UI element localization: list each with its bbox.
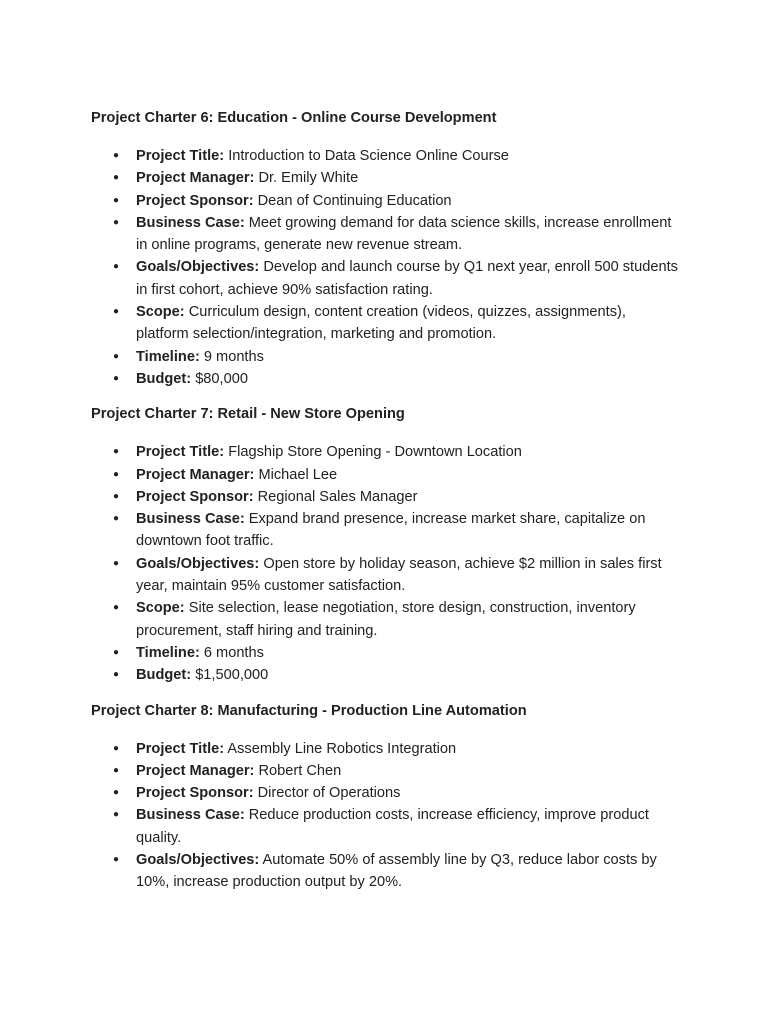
item-label: Budget: (136, 370, 192, 387)
item-value: $1,500,000 (195, 667, 269, 684)
item-label: Timeline: (136, 644, 200, 661)
item-label: Goals/Objectives: (136, 555, 260, 572)
bullet-icon: ● (113, 557, 120, 569)
bullet-icon: ● (113, 513, 120, 525)
item-value: $80,000 (195, 370, 248, 387)
item-label: Project Sponsor: (136, 192, 254, 209)
bullet-icon: ● (113, 854, 120, 866)
list-item (91, 190, 681, 212)
item-value: Regional Sales Manager (257, 488, 418, 505)
charter-details-list (91, 441, 708, 686)
item-value: Develop and launch course by Q1 next year, enroll 500 students in first cohort, achieve 90% satisfaction rating. (136, 259, 678, 298)
bullet-icon: ● (113, 669, 120, 681)
item-label: Timeline: (136, 348, 200, 365)
item-label: Goals/Objectives: (136, 852, 260, 869)
item-value: Meet growing demand for data science skills, increase enrollment in online programs, generate new revenue stream. (136, 214, 672, 254)
list-item (91, 553, 681, 598)
list-item (91, 508, 681, 553)
section-title: Project Charter 8: Manufacturing - Production Line Automation (91, 702, 527, 719)
bullet-icon: ● (113, 446, 120, 458)
item-label: Project Title: (136, 444, 225, 461)
item-value: Robert Chen (258, 762, 342, 779)
item-value: Site selection, lease negotiation, store design, construction, inventory procurement, staff hiring and training. (136, 600, 636, 639)
bullet-icon: ● (113, 261, 120, 273)
bullet-icon: ● (113, 646, 120, 658)
list-item (91, 301, 681, 346)
list-item (91, 368, 681, 390)
bullet-icon: ● (113, 764, 120, 776)
list-item (91, 486, 681, 508)
section-title: Project Charter 6: Education - Online Course Development (91, 110, 497, 126)
item-value: 9 months (203, 348, 264, 365)
item-label: Project Title: (136, 740, 225, 757)
item-label: Project Manager: (136, 466, 255, 483)
item-value: Automate 50% of assembly line by Q3, reduce labor costs by 10%, increase production output by 20%. (136, 852, 657, 891)
list-item (91, 804, 681, 849)
charter-section-7 (91, 404, 708, 686)
list-item (91, 642, 681, 664)
charter-details-list (91, 738, 708, 894)
bullet-icon: ● (113, 172, 120, 184)
list-item (91, 597, 681, 642)
item-value: Flagship Store Opening - Downtown Location (228, 444, 522, 461)
item-value: Dr. Emily White (258, 170, 359, 187)
item-value: Director of Operations (257, 785, 401, 802)
bullet-icon: ● (113, 787, 120, 799)
bullet-icon: ● (113, 372, 120, 384)
item-label: Project Manager: (136, 170, 255, 187)
charter-section-8 (91, 701, 708, 894)
item-label: Business Case: (136, 214, 245, 231)
bullet-icon: ● (113, 216, 120, 228)
item-value: Michael Lee (258, 466, 338, 483)
bullet-icon: ● (113, 150, 120, 161)
bullet-icon: ● (113, 809, 120, 821)
item-value: Reduce production costs, increase efficiency, improve product quality. (136, 807, 649, 846)
bullet-icon: ● (113, 306, 120, 318)
item-label: Scope: (136, 600, 185, 617)
item-label: Business Case: (136, 807, 245, 824)
item-label: Goals/Objectives: (136, 259, 260, 276)
list-item (91, 782, 681, 804)
bullet-icon: ● (113, 350, 120, 362)
bullet-icon: ● (113, 602, 120, 614)
item-label: Business Case: (136, 511, 245, 528)
list-item (91, 760, 681, 782)
item-value: Assembly Line Robotics Integration (227, 740, 457, 757)
item-label: Project Manager: (136, 762, 255, 779)
list-item (91, 441, 681, 463)
item-value: Dean of Continuing Education (257, 192, 452, 209)
item-label: Project Sponsor: (136, 488, 254, 505)
section-title: Project Charter 7: Retail - New Store Opening (91, 406, 405, 423)
list-item (91, 212, 681, 257)
item-label: Scope: (136, 304, 185, 321)
list-item (91, 346, 681, 368)
item-value: Curriculum design, content creation (videos, quizzes, assignments), platform selection/integration, marketing and promotion. (136, 304, 626, 343)
charter-details-list (91, 145, 708, 390)
item-label: Project Title: (136, 148, 225, 164)
bullet-icon: ● (113, 490, 120, 502)
list-item (91, 738, 681, 760)
list-item (91, 145, 681, 167)
list-item (91, 167, 681, 189)
item-value: 6 months (203, 644, 264, 661)
charter-section-6 (91, 108, 708, 390)
bullet-icon: ● (113, 742, 120, 754)
item-value: Introduction to Data Science Online Course (228, 148, 509, 164)
list-item (91, 464, 681, 486)
item-label: Project Sponsor: (136, 785, 254, 802)
list-item (91, 256, 681, 301)
item-value: Expand brand presence, increase market share, capitalize on downtown foot traffic. (136, 511, 646, 550)
list-item (91, 849, 681, 894)
item-label: Budget: (136, 667, 192, 684)
item-value: Open store by holiday season, achieve $2 million in sales first year, maintain 95% customer satisfaction. (136, 555, 662, 595)
bullet-icon: ● (113, 468, 120, 480)
bullet-icon: ● (113, 194, 120, 206)
list-item (91, 664, 681, 686)
